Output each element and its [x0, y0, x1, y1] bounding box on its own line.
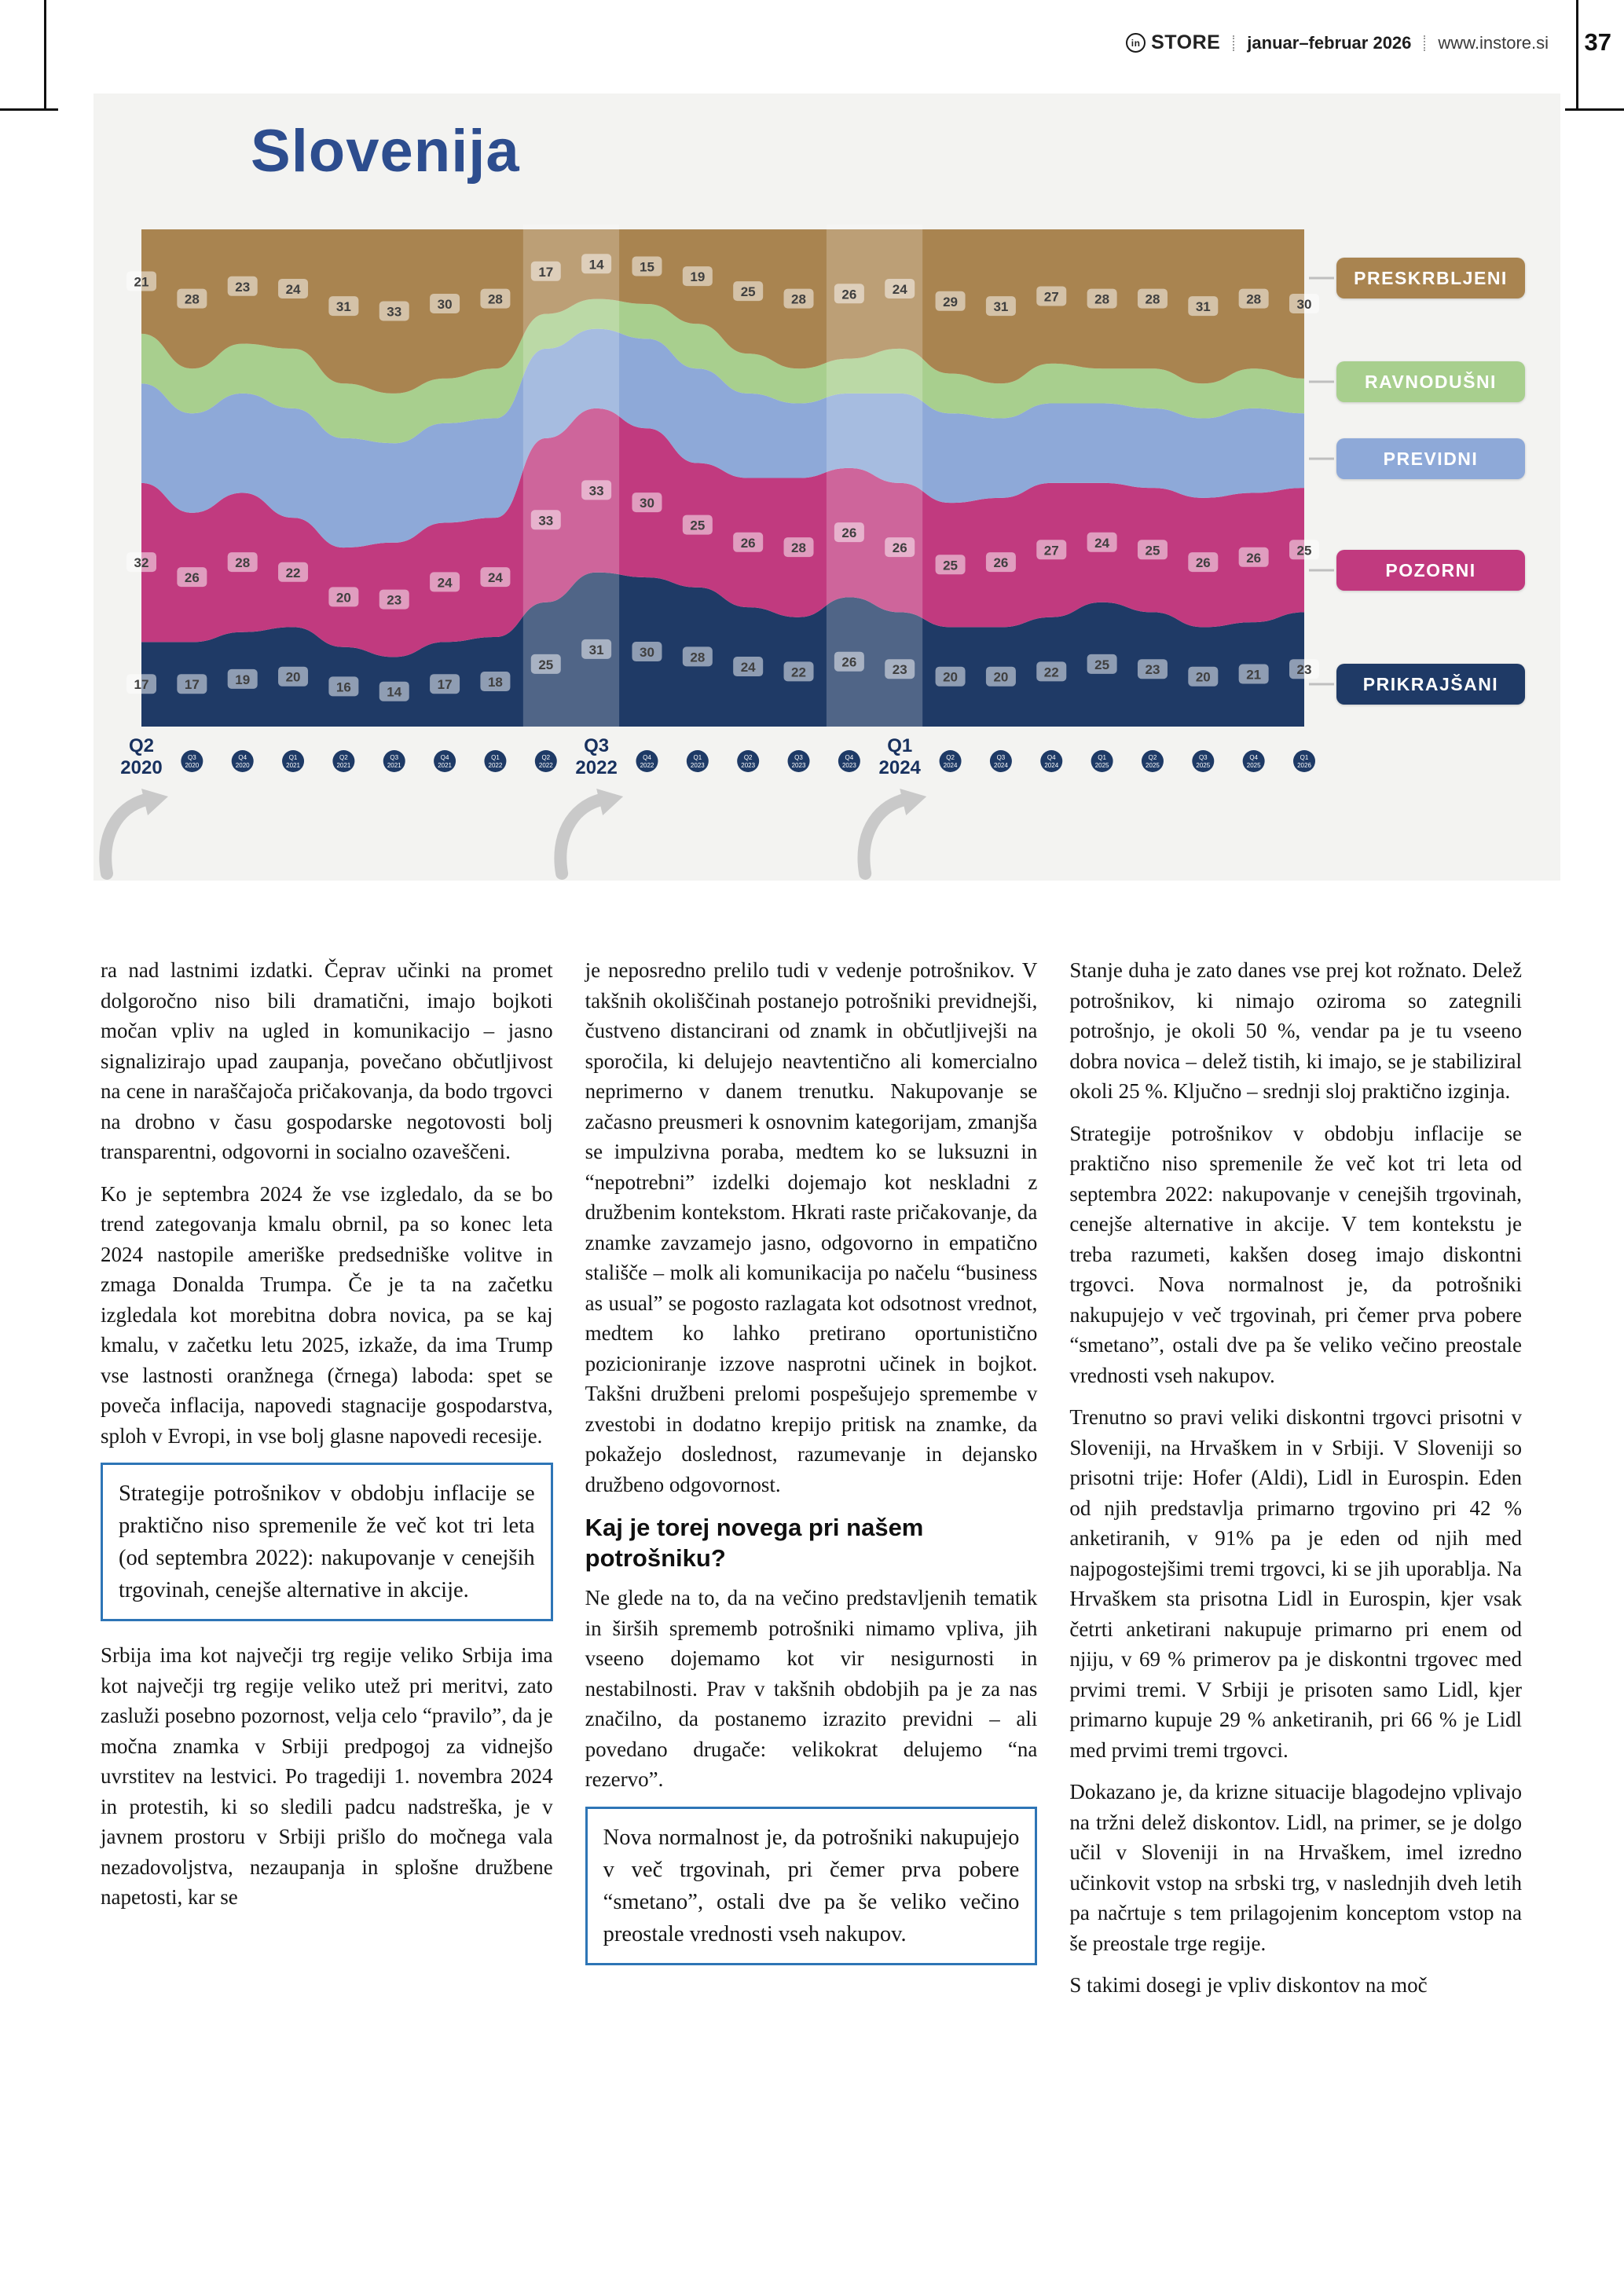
- svg-text:2023: 2023: [741, 762, 756, 769]
- paragraph: ra nad lastnimi izdatki. Čeprav učinki na promet dolgoročno niso bili dramatični, imajo bojkoti močan vpliv na ugled in komunikacijo – jasno signalizirajo upad zaupanja, povečano občutljivost na cene in naraščajoča pričakovanja, da bodo trgovci na drobno v času gospodarske negotovosti bolj transparentni, odgovorni in socialno ozaveščeni.: [101, 958, 553, 1163]
- svg-text:30: 30: [1296, 296, 1312, 312]
- svg-text:2025: 2025: [1246, 762, 1261, 769]
- svg-text:31: 31: [335, 299, 351, 315]
- svg-text:Q1: Q1: [1300, 754, 1309, 761]
- svg-text:15: 15: [640, 259, 654, 275]
- svg-text:2026: 2026: [1297, 762, 1311, 769]
- svg-text:Q4: Q4: [238, 754, 247, 761]
- paragraph: Ko je septembra 2024 že vse izgledalo, da se bo trend zategovanja kmalu obrnil, pa so konec leta 2024 nastopile ameriške predsedniške volitve in zmaga Donalda Trumpa. Če je ta na začetku izgledala kot morebitna dobra novica, pa se kaj kmalu, v začetku letu 2025, izkaže, da ima Trump vse lastnosti oranžnega (črnega) laboda: spet se poveča inflacija, napovedi stagnacije gospodarstva, sploh v Evropi, in vse bolj glasne napovedi recesije.: [101, 1181, 553, 1448]
- svg-text:2025: 2025: [1196, 762, 1211, 769]
- svg-text:Q2: Q2: [339, 754, 348, 761]
- major-tick: Q3: [584, 735, 610, 756]
- svg-text:33: 33: [588, 483, 604, 499]
- svg-text:Q4: Q4: [1047, 754, 1056, 761]
- svg-text:25: 25: [740, 284, 756, 300]
- svg-text:17: 17: [437, 677, 453, 693]
- svg-text:Q2: Q2: [743, 754, 753, 761]
- svg-text:31: 31: [588, 642, 604, 657]
- svg-text:21: 21: [134, 274, 149, 290]
- svg-text:2023: 2023: [841, 762, 856, 769]
- svg-text:30: 30: [640, 496, 654, 511]
- svg-text:2020: 2020: [185, 762, 200, 769]
- major-tick: Q1: [887, 735, 913, 756]
- svg-text:28: 28: [1246, 291, 1262, 307]
- page-header: [1126, 31, 1549, 54]
- svg-text:14: 14: [387, 684, 402, 700]
- svg-text:26: 26: [841, 654, 857, 670]
- svg-text:28: 28: [1145, 291, 1160, 307]
- corner-mark: [0, 108, 58, 111]
- svg-text:2020: 2020: [235, 762, 250, 769]
- svg-text:24: 24: [437, 575, 453, 591]
- svg-text:Q3: Q3: [996, 754, 1006, 761]
- svg-text:2022: 2022: [640, 762, 654, 769]
- svg-text:28: 28: [1094, 291, 1110, 307]
- svg-text:24: 24: [285, 281, 301, 297]
- svg-text:26: 26: [841, 525, 857, 541]
- trend-arrow-icon: [105, 789, 168, 873]
- svg-text:2022: 2022: [575, 757, 618, 778]
- svg-text:2021: 2021: [438, 762, 452, 769]
- svg-text:20: 20: [285, 669, 301, 685]
- corner-mark: [1576, 0, 1578, 110]
- svg-text:2021: 2021: [387, 762, 401, 769]
- svg-text:Q4: Q4: [643, 754, 651, 761]
- header-divider: [1233, 35, 1234, 51]
- instore-icon: in: [1126, 33, 1146, 53]
- brand-logo: [1126, 31, 1220, 54]
- svg-text:25: 25: [1296, 543, 1312, 558]
- chart-bands: [141, 229, 1304, 727]
- svg-text:33: 33: [538, 513, 554, 529]
- legend-item-pozorni: POZORNI: [1336, 550, 1525, 591]
- column-1: [101, 955, 553, 2012]
- x-axis: [120, 735, 1315, 778]
- svg-text:2022: 2022: [538, 762, 553, 769]
- svg-text:20: 20: [335, 590, 351, 606]
- svg-text:2022: 2022: [488, 762, 503, 769]
- svg-text:Q4: Q4: [440, 754, 449, 761]
- svg-text:26: 26: [993, 555, 1009, 571]
- svg-text:Q4: Q4: [1249, 754, 1258, 761]
- svg-text:26: 26: [1195, 555, 1211, 571]
- svg-text:26: 26: [1246, 550, 1262, 566]
- svg-text:2021: 2021: [336, 762, 351, 769]
- svg-text:2025: 2025: [1094, 762, 1109, 769]
- svg-text:21: 21: [1246, 667, 1262, 683]
- svg-text:Q3: Q3: [1198, 754, 1208, 761]
- article-body: [101, 955, 1522, 2012]
- svg-text:30: 30: [437, 296, 453, 312]
- svg-text:28: 28: [791, 291, 806, 307]
- paragraph: Srbija ima kot največji trg regije veliko Srbija ima kot največji trg regije veliko utež pri meritvi, zato zasluži posebno pozornost, velja celo “pravilo”, da je močna znamka v Srbiji predpogoj za vidnejšo uvrstitev na lestvici. Po tragediji 1. novembra 2024 in protestih, ki so sledili padcu nadstreška, je v javnem prostoru v Srbiji prišlo do močnega vala nezadovoljstva, nezaupanja in splošne družbene napetosti, kar se: [101, 1643, 553, 1909]
- trend-arrow-icon: [560, 789, 623, 873]
- chart-panel: [93, 93, 1560, 881]
- major-tick: Q2: [128, 735, 155, 756]
- svg-text:29: 29: [943, 294, 959, 309]
- svg-text:17: 17: [184, 677, 200, 693]
- svg-text:2023: 2023: [690, 762, 705, 769]
- svg-text:2024: 2024: [943, 762, 958, 769]
- svg-text:24: 24: [892, 281, 907, 297]
- section-heading: Kaj je torej novega pri našem potrošniku?: [585, 1514, 924, 1572]
- svg-text:17: 17: [134, 677, 149, 693]
- svg-text:26: 26: [740, 535, 756, 551]
- svg-text:18: 18: [487, 675, 503, 690]
- stacked-area-chart: [93, 93, 1560, 881]
- svg-text:24: 24: [487, 570, 503, 586]
- svg-text:19: 19: [690, 269, 706, 285]
- svg-text:22: 22: [285, 565, 301, 580]
- paragraph: Strategije potrošnikov v obdobju inflacije se praktično niso spremenile že več kot tri leta od septembra 2022: nakupovanje v cenejših trgovinah, cenejše alternative in akcije. V tem kontekstu je treba razumeti, kakšen doseg imajo diskontni trgovci. Nova normalnost je, da potrošniki nakupujejo v več trgovinah, pri čemer prva pobere “smetano”, ostali dve pa še veliko večino preostale vrednosti vseh nakupov.: [1069, 1121, 1523, 1387]
- corner-mark: [44, 0, 46, 110]
- svg-text:28: 28: [235, 555, 251, 571]
- svg-text:Q1: Q1: [288, 754, 298, 761]
- svg-text:22: 22: [1043, 665, 1059, 680]
- paragraph: Stanje duha je zato danes vse prej kot rožnato. Delež potrošnikov, ki nimajo oziroma so zategnili potrošnjo, je okoli 50 %, vendar pa je tu vseeno dobra novica – delež tistih, ki imajo, se je stabiliziral okoli 25 %. Ključno – srednji sloj praktično izginja.: [1069, 958, 1523, 1103]
- svg-text:25: 25: [538, 657, 554, 672]
- svg-text:23: 23: [892, 662, 907, 678]
- svg-text:20: 20: [1195, 669, 1211, 685]
- svg-text:19: 19: [235, 672, 251, 687]
- svg-text:16: 16: [335, 679, 351, 695]
- svg-text:Q2: Q2: [946, 754, 955, 761]
- svg-text:2024: 2024: [994, 762, 1008, 769]
- svg-text:20: 20: [943, 669, 959, 685]
- svg-text:2025: 2025: [1146, 762, 1160, 769]
- paragraph: Ne glede na to, da na večino predstavljenih tematik in širših sprememb potrošniki nimamo vpliva, jih vseeno dojemamo kot vir nesigurnosti in nestabilnosti. Prav v takšnih obdobjih pa je za nas značilno, da postanemo izrazito previdni – ali povedano drugače: velikokrat delujemo “na rezervo”.: [585, 1586, 1038, 1791]
- svg-text:2024: 2024: [1044, 762, 1059, 769]
- svg-text:Q1: Q1: [491, 754, 500, 761]
- svg-text:20: 20: [993, 669, 1009, 685]
- svg-text:27: 27: [1043, 543, 1059, 558]
- svg-text:Q3: Q3: [390, 754, 399, 761]
- svg-text:26: 26: [184, 570, 200, 586]
- svg-text:23: 23: [1296, 662, 1312, 678]
- paragraph: Trenutno so pravi veliki diskontni trgovci prisotni v Sloveniji, na Hrvaškem in v Srbiji. V Sloveniji so prisotni trije: Hofer (Aldi), Lidl in Eurospin. Eden od njih predstavlja primarno trgovino pri 42 % anketiranih, v 91% pa je eden od njih med najpogostejšimi tremi trgovci, ki se jih uporablja. Na Hrvaškem sta prisotna Lidl in Eurospin, kjer vsak četrti anketirani nakupuje primarno pri enem od njiju, v 69 % primerov pa je diskontni trgovec med prvimi tremi. V Srbiji je prisoten samo Lidl, kjer primarno kupuje 29 % anketiranih, pri 66 % je Lidl med prvimi tremi trgovci.: [1069, 1405, 1523, 1762]
- svg-text:25: 25: [943, 558, 959, 573]
- svg-text:24: 24: [740, 660, 756, 676]
- highlight-box: [585, 1807, 1038, 1965]
- svg-text:27: 27: [1043, 289, 1059, 305]
- svg-text:24: 24: [1094, 535, 1110, 551]
- legend-item-ravnodusni: RAVNODUŠNI: [1336, 361, 1525, 402]
- svg-text:Q3: Q3: [794, 754, 803, 761]
- issue-date: januar–februar 2026: [1247, 32, 1412, 53]
- legend-item-preskrbljeni: PRESKRBLJENI: [1336, 258, 1525, 298]
- svg-text:26: 26: [841, 287, 857, 302]
- svg-text:Q3: Q3: [188, 754, 196, 761]
- highlight-text: Strategije potrošnikov v obdobju inflacije se praktično niso spremenile že več kot tri leta (od septembra 2022): nakupovanje v cenejših trgovinah, cenejše alternative in akcije.: [119, 1481, 535, 1602]
- column-2: [585, 955, 1038, 2012]
- svg-text:Q4: Q4: [845, 754, 854, 761]
- chart-title: Slovenija: [251, 118, 520, 185]
- svg-text:28: 28: [487, 291, 503, 307]
- highlight-text: Nova normalnost je, da potrošniki nakupujejo v več trgovinah, pri čemer prva pobere “smetano”, ostali dve pa še veliko večino preostale vrednosti vseh nakupov.: [603, 1825, 1020, 1946]
- svg-text:23: 23: [387, 592, 402, 608]
- highlight-box: [101, 1463, 553, 1621]
- paragraph: S takimi dosegi je vpliv diskontov na moč: [1069, 1973, 1428, 1997]
- svg-text:2021: 2021: [286, 762, 300, 769]
- trend-arrow-icon: [863, 789, 926, 873]
- svg-text:28: 28: [791, 540, 806, 556]
- svg-text:25: 25: [1145, 543, 1160, 558]
- svg-text:28: 28: [690, 650, 706, 665]
- page-number: 37: [1584, 28, 1611, 56]
- svg-text:Q1: Q1: [1098, 754, 1106, 761]
- brand-name: STORE: [1151, 31, 1221, 53]
- legend-item-prikrajsani: PRIKRAJŠANI: [1336, 664, 1525, 705]
- svg-text:2024: 2024: [878, 757, 921, 778]
- svg-text:23: 23: [235, 279, 251, 295]
- svg-text:23: 23: [1145, 662, 1160, 678]
- svg-text:2023: 2023: [791, 762, 806, 769]
- svg-text:25: 25: [690, 518, 706, 533]
- svg-text:Q2: Q2: [1148, 754, 1157, 761]
- column-3: [1069, 955, 1522, 2012]
- header-divider: [1424, 35, 1425, 51]
- paragraph: je neposredno prelilo tudi v vedenje potrošnikov. V takšnih okoliščinah postanejo potrošniki previdnejši, čustveno distancirani od znamk in občutljivejši na sporočila, ki delujejo neavtentično ali komercialno neprimerno v danem trenutku. Nakupovanje se začasno preusmeri k osnovnim kategorijam, zmanjša se impulzivna poraba, medtem ko se luksuzni in “nepotrebni” izdelki dojemajo kot neskladni z družbenim kontekstom. Hkrati raste pričakovanje, da znamke zavzamejo jasno, odgovorno in empatično stališče – molk ali komunikacija po načelu “business as usual” se pogosto razlagata kot odsotnost vrednot, medtem ko lahko pretirano oportunistično pozicioniranje izzove nasprotni učinek in bojkot. Takšni družbeni prelomi pospešujejo spremembe v zvestobi in dodatno krepijo pritisk na znamke, da pokažejo doslednost, razumevanje in dejansko družbeno odgovornost.: [585, 958, 1038, 1496]
- svg-text:30: 30: [640, 645, 654, 661]
- svg-text:31: 31: [993, 299, 1009, 315]
- svg-text:2020: 2020: [120, 757, 163, 778]
- corner-mark: [1565, 108, 1624, 111]
- paragraph: Dokazano je, da krizne situacije blagodejno vplivajo na tržni delež diskontov. Lidl, na primer, se je dolgo učil v Sloveniji in na Hrvaškem, imel izredno učinkovit vstop na srbski trg, v naslednjih dveh letih pa načrtuje s tem prilagojenim konceptom vstop na še preostale trge regije.: [1069, 1780, 1523, 1955]
- svg-text:28: 28: [184, 291, 200, 307]
- svg-text:32: 32: [134, 555, 149, 571]
- legend-item-previdni: PREVIDNI: [1336, 438, 1525, 479]
- svg-text:Q1: Q1: [693, 754, 702, 761]
- svg-text:31: 31: [1195, 299, 1211, 315]
- svg-text:33: 33: [387, 304, 402, 320]
- svg-text:26: 26: [892, 540, 907, 556]
- svg-text:22: 22: [791, 665, 806, 680]
- site-url-link[interactable]: www.instore.si: [1438, 32, 1549, 53]
- svg-text:14: 14: [588, 257, 604, 273]
- svg-text:17: 17: [538, 264, 554, 280]
- svg-text:Q2: Q2: [541, 754, 551, 761]
- svg-text:25: 25: [1094, 657, 1110, 672]
